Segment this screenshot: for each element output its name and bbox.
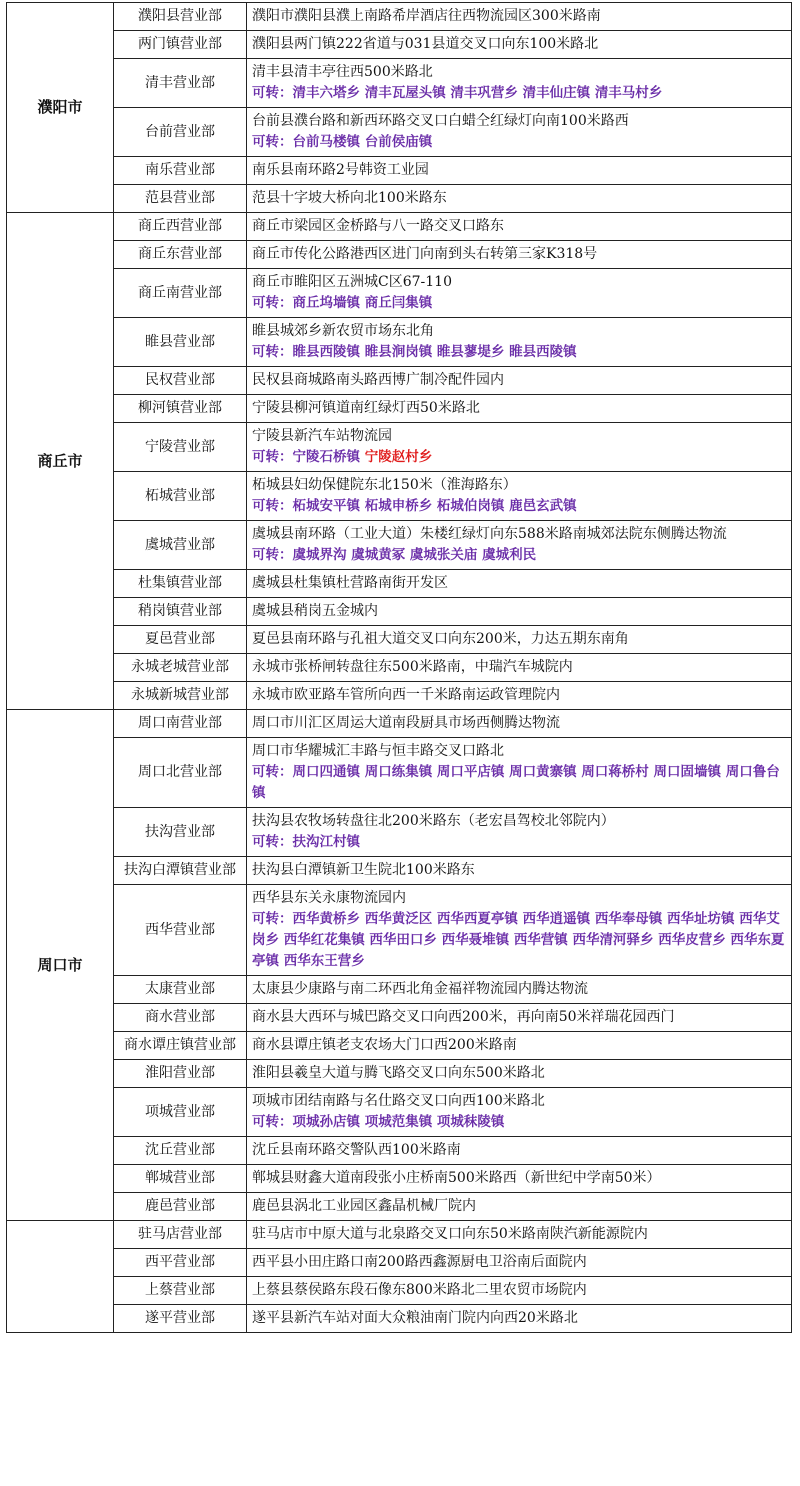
transfer-prefix: 可转： [252,449,293,465]
transfer-town: 西华西夏亭镇 [436,911,518,927]
table-row [7,213,792,241]
transfer-town: 清丰巩营乡 [450,85,518,101]
table-row [7,885,792,976]
branch-name: 商丘西营业部 [114,213,247,241]
transfer-town: 清丰瓦屋头镇 [364,85,446,101]
table-row [7,31,792,59]
transfer-town: 鹿邑玄武镇 [509,498,577,514]
address-text: 太康县少康路与南二环西北角金福祥物流园内腾达物流 [252,981,588,997]
transfer-list [252,545,786,566]
address-text: 清丰县清丰亭往西500米路北 [252,64,433,80]
table-row [7,423,792,472]
branch-name: 商丘南营业部 [114,269,247,318]
transfer-town: 周口蒋桥村 [581,764,649,780]
branch-name: 濮阳县营业部 [114,3,247,31]
branch-name: 扶沟白潭镇营业部 [114,857,247,885]
branch-name: 夏邑营业部 [114,626,247,654]
address-text: 民权县商城路南头路西博广制冷配件园内 [252,372,504,388]
transfer-prefix: 可转： [252,498,293,514]
address-text: 扶沟县白潭镇新卫生院北100米路东 [252,862,475,878]
branch-name: 清丰营业部 [114,59,247,108]
address-cell [247,570,792,598]
transfer-town: 周口鲁台镇 [252,764,780,801]
address-text: 淮阳县羲皇大道与腾飞路交叉口向东500米路北 [252,1065,545,1081]
address-cell [247,108,792,157]
address-cell [247,241,792,269]
table-row [7,1305,792,1333]
branch-name: 柘城营业部 [114,472,247,521]
address-text: 周口市川汇区周运大道南段厨具市场西侧腾达物流 [252,715,560,731]
address-text: 宁陵县柳河镇道南红绿灯西50米路北 [252,400,480,416]
transfer-town-highlight: 宁陵赵村乡 [364,449,433,465]
address-cell [247,269,792,318]
transfer-list [252,832,786,853]
address-cell [247,318,792,367]
transfer-list [252,496,786,517]
branch-name: 淮阳营业部 [114,1060,247,1088]
address-text: 沈丘县南环路交警队西100米路南 [252,1142,461,1158]
address-cell [247,1165,792,1193]
transfer-prefix: 可转： [252,295,293,311]
transfer-list [252,83,786,104]
branch-name: 周口南营业部 [114,710,247,738]
branch-name: 南乐营业部 [114,157,247,185]
address-cell [247,626,792,654]
branch-table-body [7,3,792,1333]
address-cell [247,598,792,626]
branch-name: 周口北营业部 [114,738,247,808]
table-row [7,710,792,738]
branch-name: 永城新城营业部 [114,682,247,710]
transfer-prefix: 可转： [252,764,293,780]
table-row [7,598,792,626]
table-row [7,570,792,598]
address-text: 范县十字坡大桥向北100米路东 [252,190,447,206]
address-text: 濮阳县两门镇222省道与031县道交叉口向东100米路北 [252,36,599,52]
branch-name: 台前营业部 [114,108,247,157]
transfer-town: 虞城界沟 [292,547,347,563]
branch-name: 民权营业部 [114,367,247,395]
address-cell [247,885,792,976]
transfer-town: 宁陵石桥镇 [292,449,360,465]
transfer-town: 柘城安平镇 [292,498,360,514]
transfer-town: 周口平店镇 [436,764,505,780]
transfer-town: 西华黄泛区 [364,911,433,927]
table-row [7,241,792,269]
branch-name: 商水营业部 [114,1004,247,1032]
transfer-prefix: 可转： [252,85,293,101]
address-cell [247,472,792,521]
address-text: 鹿邑县涡北工业园区鑫晶机械厂院内 [252,1198,476,1214]
branch-name: 柳河镇营业部 [114,395,247,423]
address-text: 睢县城郊乡新农贸市场东北角 [252,323,434,339]
transfer-town: 西华黄桥乡 [292,911,360,927]
table-row [7,654,792,682]
transfer-town: 西华艾岗乡 [252,911,780,948]
branch-name: 范县营业部 [114,185,247,213]
transfer-town: 台前马楼镇 [292,134,360,150]
transfer-town: 清丰六塔乡 [292,85,360,101]
table-row [7,1221,792,1249]
address-cell [247,185,792,213]
transfer-town: 周口练集镇 [364,764,433,780]
table-row [7,1032,792,1060]
transfer-town: 睢县涧岗镇 [364,344,433,360]
table-row [7,1060,792,1088]
table-row [7,1193,792,1221]
transfer-town: 周口黄寨镇 [509,764,577,780]
address-text: 西平县小田庄路口南200路西鑫源厨电卫浴南后面院内 [252,1254,587,1270]
transfer-town: 西华东夏亭镇 [252,932,785,969]
transfer-town: 西华皮营乡 [658,932,726,948]
address-cell [247,1193,792,1221]
transfer-town: 虞城利民 [482,547,537,563]
branch-name: 遂平营业部 [114,1305,247,1333]
address-text: 南乐县南环路2号韩资工业园 [252,162,429,178]
address-cell [247,710,792,738]
address-cell [247,213,792,241]
city-cell: 濮阳市 [7,3,114,213]
city-cell [7,1221,114,1333]
address-text: 商丘市梁园区金桥路与八一路交叉口路东 [252,218,504,234]
address-text: 郸城县财鑫大道南段张小庄桥南500米路西（新世纪中学南50米） [252,1170,661,1186]
branch-name: 两门镇营业部 [114,31,247,59]
branch-name: 鹿邑营业部 [114,1193,247,1221]
transfer-town: 睢县蓼堤乡 [436,344,505,360]
table-row [7,318,792,367]
branch-name: 杜集镇营业部 [114,570,247,598]
address-cell [247,1088,792,1137]
address-cell [247,3,792,31]
address-text: 扶沟县农牧场转盘往北200米路东（老宏昌驾校北邻院内） [252,813,615,829]
address-cell [247,1249,792,1277]
address-cell [247,59,792,108]
transfer-prefix: 可转： [252,1114,293,1130]
branch-name: 沈丘营业部 [114,1137,247,1165]
address-text: 虞城县杜集镇杜营路南街开发区 [252,575,448,591]
address-cell [247,1004,792,1032]
transfer-town: 周口四通镇 [292,764,360,780]
transfer-town: 项城孙店镇 [292,1114,360,1130]
table-row [7,626,792,654]
table-row [7,395,792,423]
transfer-list [252,762,786,804]
address-text: 永城市张桥闸转盘往东500米路南，中瑞汽车城院内 [252,659,573,675]
transfer-town: 清丰马村乡 [594,85,663,101]
address-text: 虞城县稍岗五金城内 [252,603,378,619]
branch-name: 郸城营业部 [114,1165,247,1193]
address-text: 周口市华耀城汇丰路与恒丰路交叉口路北 [252,743,504,759]
table-row [7,682,792,710]
branch-name: 商水谭庄镇营业部 [114,1032,247,1060]
table-row [7,521,792,570]
branch-name: 宁陵营业部 [114,423,247,472]
transfer-town: 台前侯庙镇 [364,134,433,150]
branch-name: 稍岗镇营业部 [114,598,247,626]
transfer-town: 柘城申桥乡 [364,498,433,514]
transfer-town: 西华聂堆镇 [441,932,510,948]
address-text: 夏邑县南环路与孔祖大道交叉口向东200米，力达五期东南角 [252,631,629,647]
table-row [7,1004,792,1032]
branch-name: 项城营业部 [114,1088,247,1137]
address-cell [247,157,792,185]
transfer-list [252,293,786,314]
branch-name: 睢县营业部 [114,318,247,367]
transfer-town: 虞城张关庙 [409,547,478,563]
transfer-list [252,909,786,972]
branch-name: 上蔡营业部 [114,1277,247,1305]
transfer-town: 虞城黄冢 [351,547,406,563]
transfer-town: 项城秣陵镇 [436,1114,505,1130]
address-cell [247,857,792,885]
transfer-town: 西华逍遥镇 [522,911,591,927]
address-cell [247,976,792,1004]
address-text: 柘城县妇幼保健院东北150米（淮海路东） [252,477,517,493]
table-row [7,1249,792,1277]
transfer-prefix: 可转： [252,134,293,150]
branch-name: 永城老城营业部 [114,654,247,682]
table-row [7,157,792,185]
city-cell: 周口市 [7,710,114,1221]
address-text: 上蔡县蔡侯路东段石像东800米路北二里农贸市场院内 [252,1282,587,1298]
address-cell [247,1221,792,1249]
address-cell [247,1060,792,1088]
table-row [7,1137,792,1165]
transfer-town: 西华奉母镇 [594,911,663,927]
address-cell [247,1305,792,1333]
city-cell: 商丘市 [7,213,114,710]
address-text: 驻马店市中原大道与北泉路交叉口向东50米路南陕汽新能源院内 [252,1226,648,1242]
table-row [7,269,792,318]
address-cell [247,654,792,682]
address-cell [247,395,792,423]
branch-name: 商丘东营业部 [114,241,247,269]
address-text: 商丘市传化公路港西区进门向南到头右转第三家K318号 [252,246,598,262]
address-text: 遂平县新汽车站对面大众粮油南门院内向西20米路北 [252,1310,578,1326]
address-text: 商水县谭庄镇老支农场大门口西200米路南 [252,1037,517,1053]
transfer-prefix: 可转： [252,547,293,563]
table-row [7,185,792,213]
transfer-town: 西华址坊镇 [667,911,735,927]
table-row [7,108,792,157]
transfer-prefix: 可转： [252,911,293,927]
address-cell [247,367,792,395]
address-text: 宁陵县新汽车站物流园 [252,428,392,444]
address-cell [247,31,792,59]
transfer-list [252,447,786,468]
table-row [7,3,792,31]
transfer-prefix: 可转： [252,834,293,850]
address-cell [247,1137,792,1165]
transfer-town: 周口固墙镇 [653,764,722,780]
address-text: 台前县濮台路和新西环路交叉口白蜡仝红绿灯向南100米路西 [252,113,629,129]
transfer-town: 西华东王营乡 [283,953,365,969]
transfer-town: 清丰仙庄镇 [522,85,591,101]
transfer-town: 睢县西陵镇 [509,344,577,360]
address-cell [247,682,792,710]
address-cell [247,1032,792,1060]
transfer-town: 西华营镇 [513,932,568,948]
table-row [7,738,792,808]
address-text: 商丘市睢阳区五洲城C区67-110 [252,274,452,290]
address-text: 永城市欧亚路车管所向西一千米路南运政管理院内 [252,687,560,703]
transfer-town: 商丘闫集镇 [364,295,433,311]
table-row [7,472,792,521]
table-row [7,857,792,885]
branch-table [6,2,792,1333]
address-cell [247,808,792,857]
address-cell [247,1277,792,1305]
branch-name: 西平营业部 [114,1249,247,1277]
transfer-town: 商丘坞墙镇 [292,295,360,311]
address-text: 商水县大西环与城巴路交叉口向西200米，再向南50米祥瑞花园西门 [252,1009,675,1025]
transfer-prefix: 可转： [252,344,293,360]
address-cell [247,521,792,570]
address-text: 虞城县南环路（工业大道）朱楼红绿灯向东588米路南城郊法院东侧腾达物流 [252,526,727,542]
transfer-list [252,132,786,153]
address-text: 项城市团结南路与名仕路交叉口向西100米路北 [252,1093,545,1109]
table-row [7,1277,792,1305]
transfer-list [252,342,786,363]
table-row [7,59,792,108]
branch-name: 太康营业部 [114,976,247,1004]
address-cell [247,423,792,472]
address-text: 西华县东关永康物流园内 [252,890,406,906]
branch-name: 虞城营业部 [114,521,247,570]
table-row [7,976,792,1004]
table-row [7,367,792,395]
transfer-town: 西华红花集镇 [283,932,365,948]
transfer-town: 扶沟江村镇 [292,834,360,850]
table-row [7,1165,792,1193]
branch-name: 扶沟营业部 [114,808,247,857]
transfer-town: 西华清河驿乡 [572,932,654,948]
transfer-town: 柘城伯岗镇 [436,498,505,514]
table-row [7,808,792,857]
transfer-town: 西华田口乡 [369,932,437,948]
transfer-list [252,1112,786,1133]
transfer-town: 项城范集镇 [364,1114,433,1130]
table-row [7,1088,792,1137]
branch-name: 驻马店营业部 [114,1221,247,1249]
branch-name: 西华营业部 [114,885,247,976]
transfer-town: 睢县西陵镇 [292,344,360,360]
address-text: 濮阳市濮阳县濮上南路希岸酒店往西物流园区300米路南 [252,8,601,24]
address-cell [247,738,792,808]
